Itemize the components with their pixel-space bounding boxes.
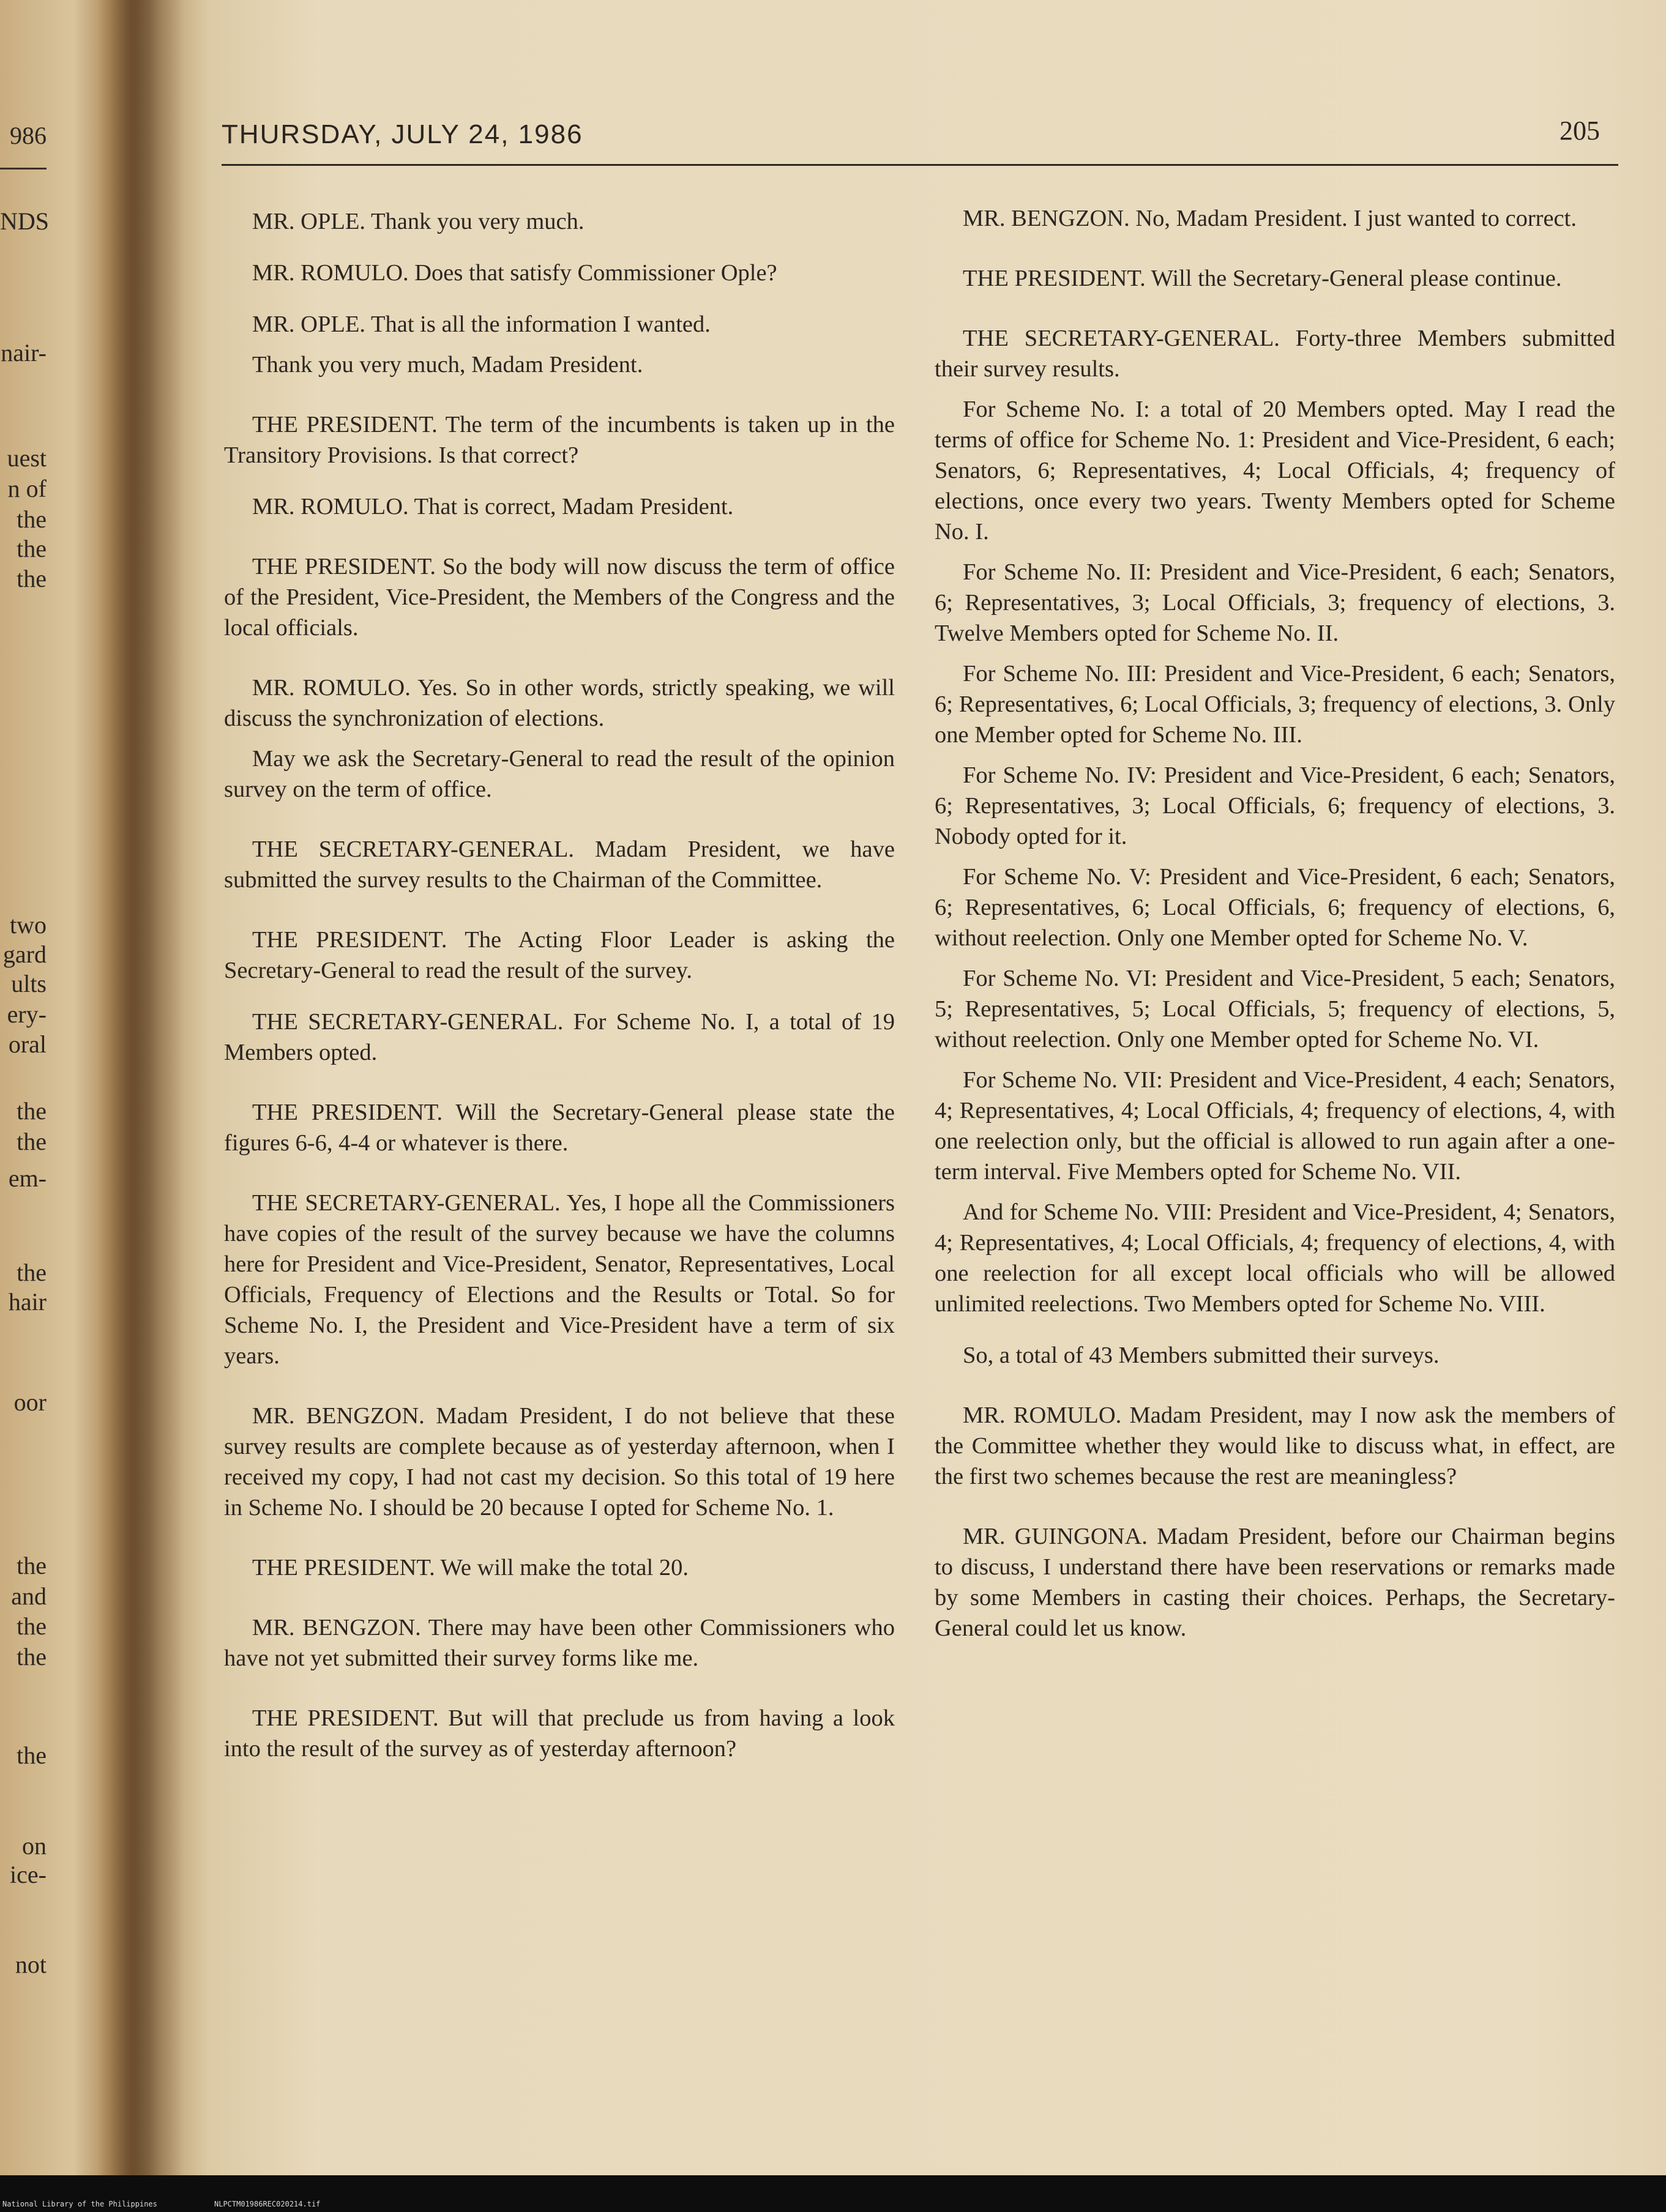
prev-page-fragment: the	[17, 1643, 47, 1670]
paragraph: For Scheme No. III: President and Vice-President, 6 each; Senators, 6; Representatives, 6; Local Officials, 3; frequency of elections, 3. Only one Member opted for Scheme No. III.	[935, 661, 1615, 748]
prev-page-fragment: the	[17, 1128, 47, 1155]
prev-page-fragment: uest	[7, 444, 47, 472]
prev-page-fragment: ults	[11, 970, 47, 997]
paragraph: MR. OPLE. Thank you very much.	[252, 209, 585, 234]
prev-page-fragment: ice-	[10, 1861, 47, 1888]
right-column	[935, 203, 1615, 1644]
paragraph: MR. BENGZON. No, Madam President. I just wanted to correct.	[963, 206, 1577, 231]
prev-page-fragment: on	[22, 1832, 47, 1860]
prev-page-fragment: the	[17, 505, 47, 533]
prev-page-fragment: the	[17, 1259, 47, 1286]
paragraph: MR. ROMULO. Yes. So in other words, strictly speaking, we will discuss the synchronization of elections.	[224, 675, 895, 731]
previous-page-edge	[0, 0, 55, 2172]
header-rule	[222, 164, 1618, 166]
prev-page-fragment: the	[17, 565, 47, 592]
paragraph: Thank you very much, Madam President.	[252, 352, 643, 378]
page-number: 205	[1560, 116, 1600, 146]
book-spine-shadow	[98, 0, 184, 2178]
prev-page-fragment: and	[11, 1582, 47, 1610]
prev-page-rule	[0, 168, 47, 169]
paragraph: For Scheme No. VI: President and Vice-President, 5 each; Senators, 5; Representatives, 5; Local Officials, 5; frequency of elections, 5, without reelection. Only one Member opted for Scheme No. VI.	[935, 966, 1615, 1052]
prev-page-fragment: the	[17, 1741, 47, 1769]
paragraph: For Scheme No. VII: President and Vice-President, 4 each; Senators, 4; Representatives, 4; Local Officials, 4; frequency of elections, 4, with one reelection only, but the official is allowed to run again after a one-term interval. Five Members opted for Scheme No. VII.	[935, 1067, 1615, 1185]
prev-page-fragment: hair	[8, 1288, 47, 1316]
paragraph: And for Scheme No. VIII: President and Vice-President, 4; Senators, 4; Representatives, 4; Local Officials, 4; frequency of elections, 4, with one reelection for all except local officials who will be allowed unlimited reelections. Two Members opted for Scheme No. VIII.	[935, 1199, 1615, 1317]
prev-page-fragment: oor	[13, 1388, 47, 1416]
prev-page-fragment: 986	[10, 122, 47, 149]
paragraph: MR. ROMULO. That is correct, Madam President.	[252, 494, 734, 519]
paragraph: So, a total of 43 Members submitted their surveys.	[963, 1342, 1440, 1368]
prev-page-fragment: ery-	[7, 1000, 47, 1028]
prev-page-fragment: NDS	[0, 207, 50, 235]
paragraph: THE PRESIDENT. We will make the total 20.	[252, 1555, 689, 1581]
prev-page-fragment: the	[17, 1612, 47, 1640]
paragraph: MR. OPLE. That is all the information I wanted.	[252, 311, 711, 337]
running-header-date: THURSDAY, JULY 24, 1986	[222, 119, 583, 149]
paragraph: For Scheme No. IV: President and Vice-President, 6 each; Senators, 6; Representatives, 3; Local Officials, 6; frequency of elections, 3. Nobody opted for it.	[935, 762, 1615, 849]
paragraph: THE SECRETARY-GENERAL. Forty-three Members submitted their survey results.	[935, 326, 1615, 382]
paragraph: THE PRESIDENT. Will the Secretary-General please continue.	[963, 266, 1562, 291]
paragraph: THE PRESIDENT. But will that preclude us from having a look into the result of the survey as of yesterday afternoon?	[224, 1705, 895, 1762]
paragraph: THE PRESIDENT. So the body will now discuss the term of office of the President, Vice-President, the Members of the Congress and the local officials.	[224, 554, 895, 641]
prev-page-fragment: em-	[8, 1164, 47, 1192]
paragraph: MR. GUINGONA. Madam President, before our Chairman begins to discuss, I understand there have been reservations or remarks made by some Members in casting their choices. Perhaps, the Secretary-General could let us know.	[935, 1524, 1615, 1641]
paragraph: MR. ROMULO. Does that satisfy Commissioner Ople?	[252, 260, 777, 286]
prev-page-fragment: nair-	[1, 339, 47, 367]
paragraph: For Scheme No. I: a total of 20 Members opted. May I read the terms of office for Scheme No. 1: President and Vice-President, 6 each; Senators, 6; Representatives, 4; Local Officials, 4; frequency of elections, once every two years. Twenty Members opted for Scheme No. I.	[935, 397, 1615, 545]
prev-page-fragment: not	[15, 1951, 47, 1978]
left-column	[224, 206, 895, 1764]
scan-filename: NLPCTM01986REC020214.tif	[214, 2200, 321, 2208]
prev-page-fragment: oral	[8, 1030, 47, 1058]
paragraph: THE PRESIDENT. The Acting Floor Leader is asking the Secretary-General to read the result of the survey.	[224, 927, 895, 983]
paragraph: May we ask the Secretary-General to read the result of the opinion survey on the term of office.	[224, 746, 895, 802]
paragraph: MR. BENGZON. Madam President, I do not believe that these survey results are complete because as of yesterday afternoon, when I received my copy, I had not cast my decision. So this total of 19 here in Scheme No. I should be 20 because I opted for Scheme No. 1.	[224, 1403, 895, 1521]
paragraph: THE SECRETARY-GENERAL. Yes, I hope all the Commissioners have copies of the result of the survey because we have the columns here for President and Vice-President, Senator, Representatives, Local Officials, Frequency of Elections and the Results or Total. So for Scheme No. I, the President and Vice-President have a term of six years.	[224, 1190, 895, 1369]
paragraph: THE SECRETARY-GENERAL. For Scheme No. I, a total of 19 Members opted.	[224, 1009, 895, 1065]
paragraph: THE SECRETARY-GENERAL. Madam President, we have submitted the survey results to the Chairman of the Committee.	[224, 836, 895, 893]
paragraph: MR. ROMULO. Madam President, may I now ask the members of the Committee whether they would like to discuss what, in effect, are the first two schemes because the rest are meaningless?	[935, 1402, 1615, 1489]
paragraph: MR. BENGZON. There may have been other Commissioners who have not yet submitted their survey forms like me.	[224, 1615, 895, 1671]
paragraph: For Scheme No. V: President and Vice-President, 6 each; Senators, 6; Representatives, 6; Local Officials, 6; frequency of elections, 6, without reelection. Only one Member opted for Scheme No. V.	[935, 864, 1615, 951]
prev-page-fragment: n of	[7, 475, 47, 502]
prev-page-fragment: gard	[2, 940, 47, 968]
prev-page-fragment: the	[17, 1552, 47, 1579]
prev-page-fragment: two	[10, 911, 47, 939]
paragraph: THE PRESIDENT. Will the Secretary-General please state the figures 6-6, 4-4 or whatever is there.	[224, 1100, 895, 1156]
prev-page-fragment: the	[17, 535, 47, 562]
paragraph: THE PRESIDENT. The term of the incumbents is taken up in the Transitory Provisions. Is that correct?	[224, 412, 895, 468]
scan-library-label: National Library of the Philippines	[2, 2200, 157, 2208]
paragraph: For Scheme No. II: President and Vice-President, 6 each; Senators, 6; Representatives, 3; Local Officials, 3; frequency of elections, 3. Twelve Members opted for Scheme No. II.	[935, 559, 1615, 646]
prev-page-fragment: the	[17, 1097, 47, 1125]
